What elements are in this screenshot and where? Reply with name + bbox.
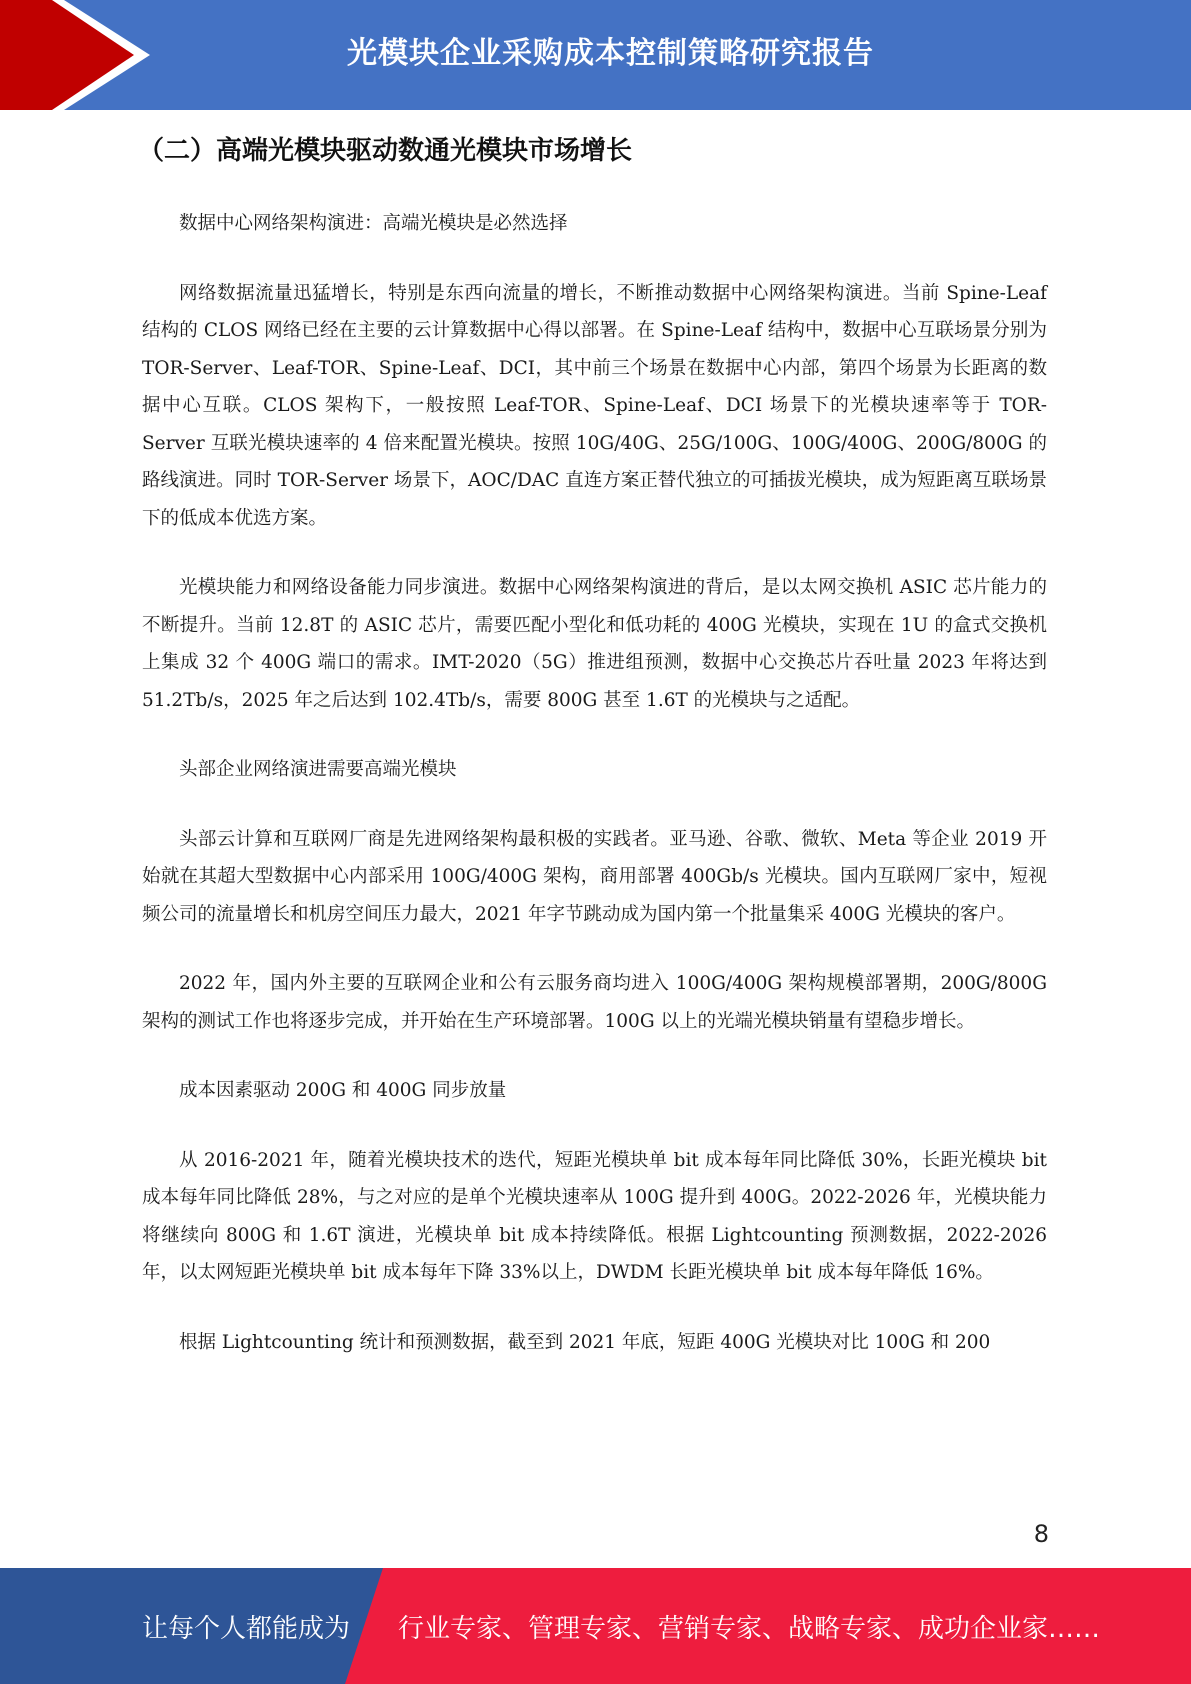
body-content [142, 205, 1047, 1393]
body-paragraph: 2022 年，国内外主要的互联网企业和公有云服务商均进入 100G/400G 架构规模部署期，200G/800G 架构的测试工作也将逐步完成，并开始在生产环境部署。100G 以上的光端光模块销量有望稳步增长。 [142, 973, 1047, 1032]
section-title: （二）高端光模块驱动数通光模块市场增长 [138, 136, 633, 166]
subheading-paragraph: 头部企业网络演进需要高端光模块 [179, 759, 457, 780]
header-band [0, 0, 1191, 110]
footer-banner [0, 1568, 1191, 1684]
body-paragraph: 光模块能力和网络设备能力同步演进。数据中心网络架构演进的背后，是以太网交换机 ASIC 芯片能力的不断提升。当前 12.8T 的 ASIC 芯片，需要匹配小型化和低功耗的 400G 光模块，实现在 1U 的盒式交换机上集成 32 个 400G 端口的需求。IMT-2020（5G）推进组预测，数据中心交换芯片吞吐量 2023 年将达到 51.2Tb/s，2025 年之后达到 102.4Tb/s，需要 800G 甚至 1.6T 的光模块与之适配。 [142, 577, 1047, 711]
report-title: 光模块企业采购成本控制策略研究报告 [347, 36, 874, 71]
subheading-paragraph: 数据中心网络架构演进：高端光模块是必然选择 [179, 213, 568, 234]
footer-tagline: 行业专家、管理专家、营销专家、战略专家、成功企业家…… [398, 1614, 1101, 1644]
body-paragraph: 网络数据流量迅猛增长，特别是东西向流量的增长，不断推动数据中心网络架构演进。当前 Spine-Leaf 结构的 CLOS 网络已经在主要的云计算数据中心得以部署。在 Spine-Leaf 结构中，数据中心互联场景分别为 TOR-Server、Leaf-TOR、Spine-Leaf、DCI，其中前三个场景在数据中心内部，第四个场景为长距离的数据中心互联。CLOS 架构下，一般按照 Leaf-TOR、Spine-Leaf、DCI 场景下的光模块速率等于 TOR-Server 互联光模块速率的 4 倍来配置光模块。按照 10G/40G、25G/100G、100G/400G、200G/800G 的路线演进。同时 TOR-Server 场景下，AOC/DAC 直连方案正替代独立的可插拔光模块，成为短距离互联场景下的低成本优选方案。 [142, 282, 1047, 529]
body-paragraph: 根据 Lightcounting 统计和预测数据，截至到 2021 年底，短距 400G 光模块对比 100G 和 200 [179, 1331, 991, 1353]
page-number: 8 [1033, 1520, 1049, 1548]
body-paragraph: 从 2016-2021 年，随着光模块技术的迭代，短距光模块单 bit 成本每年同比降低 30%，长距光模块 bit 成本每年同比降低 28%，与之对应的是单个光模块速率从 100G 提升到 400G。2022-2026 年，光模块能力将继续向 800G 和 1.6T 演进，光模块单 bit 成本持续降低。根据 Lightcounting 预测数据，2022-2026 年，以太网短距光模块单 bit 成本每年下降 33%以上，DWDM 长距光模块单 bit 成本每年降低 16%。 [142, 1149, 1047, 1283]
body-paragraph: 头部云计算和互联网厂商是先进网络架构最积极的实践者。亚马逊、谷歌、微软、Meta 等企业 2019 开始就在其超大型数据中心内部采用 100G/400G 架构，商用部署 400Gb/s 光模块。国内互联网厂家中，短视频公司的流量增长和机房空间压力最大，2021 年字节跳动成为国内第一个批量集采 400G 光模块的客户。 [142, 828, 1047, 925]
subheading-paragraph: 成本因素驱动 200G 和 400G 同步放量 [179, 1080, 507, 1101]
footer-slogan: 让每个人都能成为 [142, 1614, 351, 1644]
